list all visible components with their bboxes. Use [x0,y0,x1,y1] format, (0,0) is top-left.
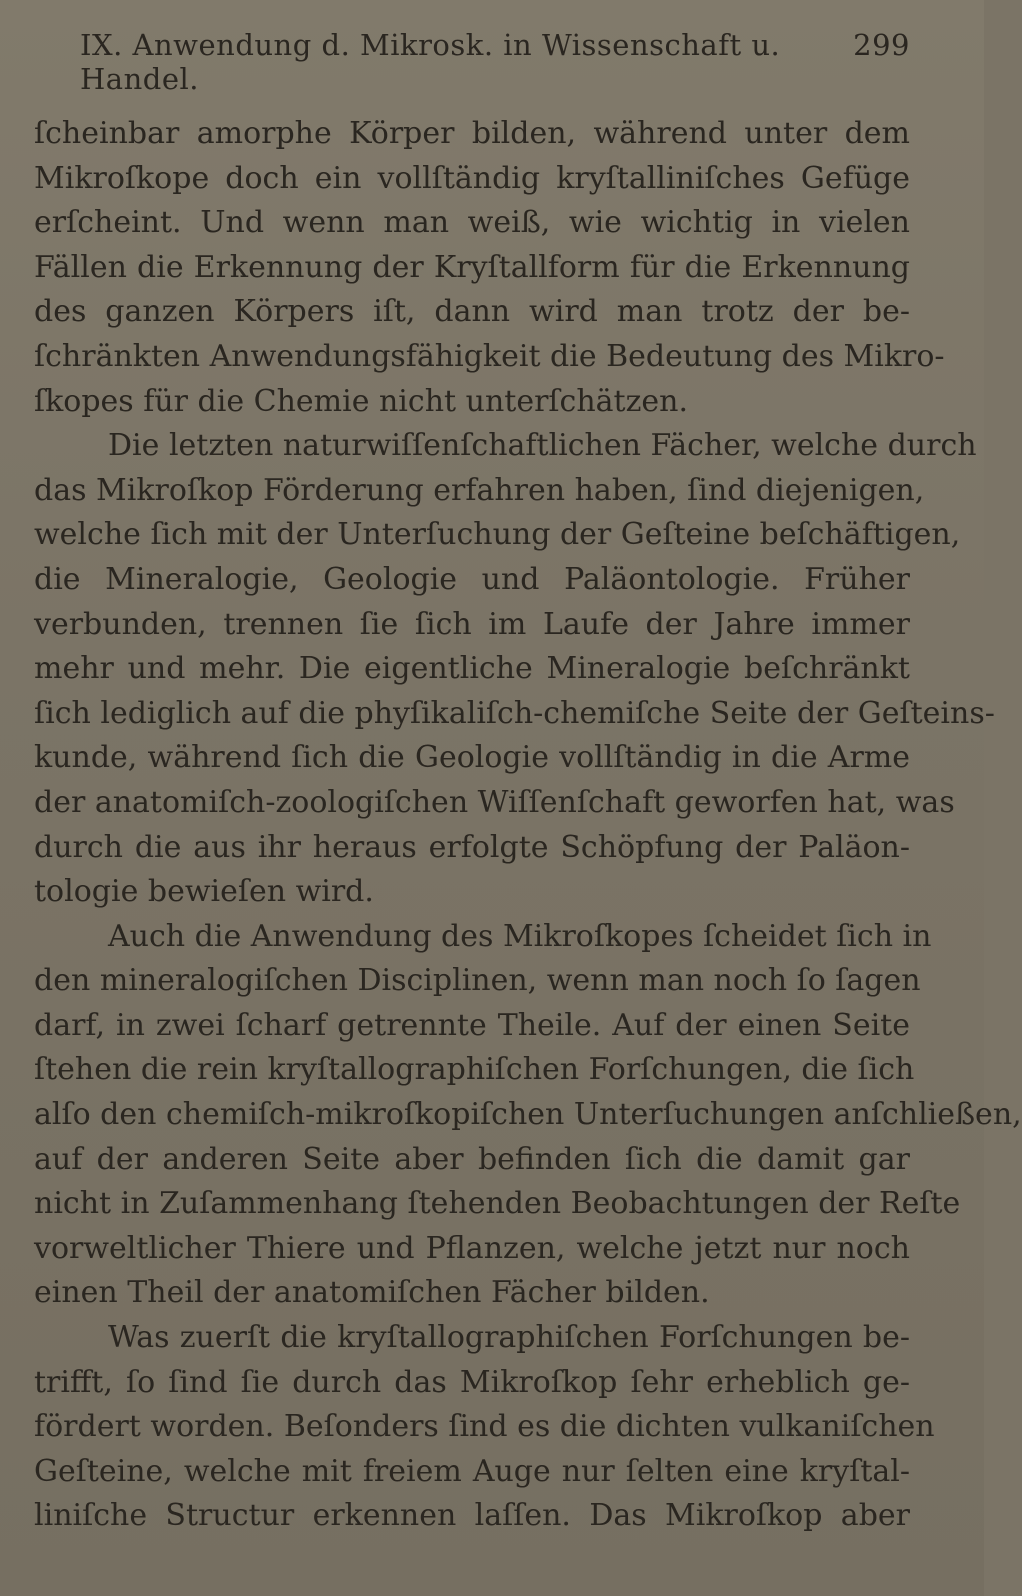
text-line: fördert worden. Beſonders ſind es die dichten vulkaniſchen [34,1409,935,1445]
page-number: 299 [853,28,910,62]
text-line: der anatomiſch-zoologiſchen Wiſſenſchaft geworfen hat, was [34,784,955,820]
text-line: kunde, während ſich die Geologie vollſtändig in die Arme [34,740,910,776]
text-line: tologie bewieſen wird. [34,874,374,910]
running-head [80,28,910,96]
text-line: erſcheint. Und wenn man weiß, wie wichtig in vielen [34,205,910,241]
text-line: auf der anderen Seite aber befinden ſich die damit gar [34,1141,910,1177]
body-text [34,112,1022,1539]
text-line: mehr und mehr. Die eigentliche Mineralogie beſchränkt [34,651,910,687]
text-line: alſo den chemiſch-mikroſkopiſchen Unterſuchungen anſchließen, [34,1097,1022,1133]
text-line: Fällen die Erkennung der Kryſtallform für die Erkennung [34,249,910,285]
text-line: ſkopes für die Chemie nicht unterſchätzen. [34,383,688,419]
text-line: einen Theil der anatomiſchen Fächer bilden. [34,1275,710,1311]
text-line: ſtehen die rein kryſtallographiſchen Forſchungen, die ſich [34,1052,915,1088]
text-line: darf, in zwei ſcharf getrennte Theile. Auf der einen Seite [34,1007,910,1043]
text-line: liniſche Structur erkennen laſſen. Das Mikroſkop aber [34,1498,910,1534]
text-line: verbunden, trennen ſie ſich im Laufe der Jahre immer [34,606,910,642]
text-line: das Mikroſkop Förderung erfahren haben, ſind diejenigen, [34,472,925,508]
text-line: durch die aus ihr heraus erfolgte Schöpfung der Paläon- [34,829,910,865]
text-line: Geſteine, welche mit freiem Auge nur ſelten eine kryſtal- [34,1453,910,1489]
text-line: trifft, ſo ſind ſie durch das Mikroſkop ſehr erheblich ge- [34,1364,910,1400]
text-line: nicht in Zuſammenhang ſtehenden Beobachtungen der Reſte [34,1186,961,1222]
chapter-title: IX. Anwendung d. Mikrosk. in Wissenschaft u. Handel. [80,28,781,96]
text-line: Mikroſkope doch ein vollſtändig kryſtalliniſches Gefüge [34,160,910,196]
paragraph-first-line: Auch die Anwendung des Mikroſkopes ſcheidet ſich in [108,918,932,954]
text-line: des ganzen Körpers iſt, dann wird man trotz der be- [34,294,910,330]
text-line: ſich lediglich auf die phyſikaliſch-chemiſche Seite der Geſteins- [34,695,995,731]
text-line: welche ſich mit der Unterſuchung der Geſteine beſchäftigen, [34,517,961,553]
paragraph-first-line: Was zuerſt die kryſtallographiſchen Forſchungen be- [108,1320,910,1356]
text-line: vorweltlicher Thiere und Pflanzen, welche jetzt nur noch [34,1230,910,1266]
paragraph-first-line: Die letzten naturwiſſenſchaftlichen Fächer, welche durch [108,428,977,464]
text-line: den mineralogiſchen Disciplinen, wenn man noch ſo ſagen [34,963,921,999]
text-line: die Mineralogie, Geologie und Paläontologie. Früher [34,561,910,597]
text-line: ſcheinbar amorphe Körper bilden, während unter dem [34,116,910,151]
text-line: ſchränkten Anwendungsfähigkeit die Bedeutung des Mikro- [34,338,945,374]
